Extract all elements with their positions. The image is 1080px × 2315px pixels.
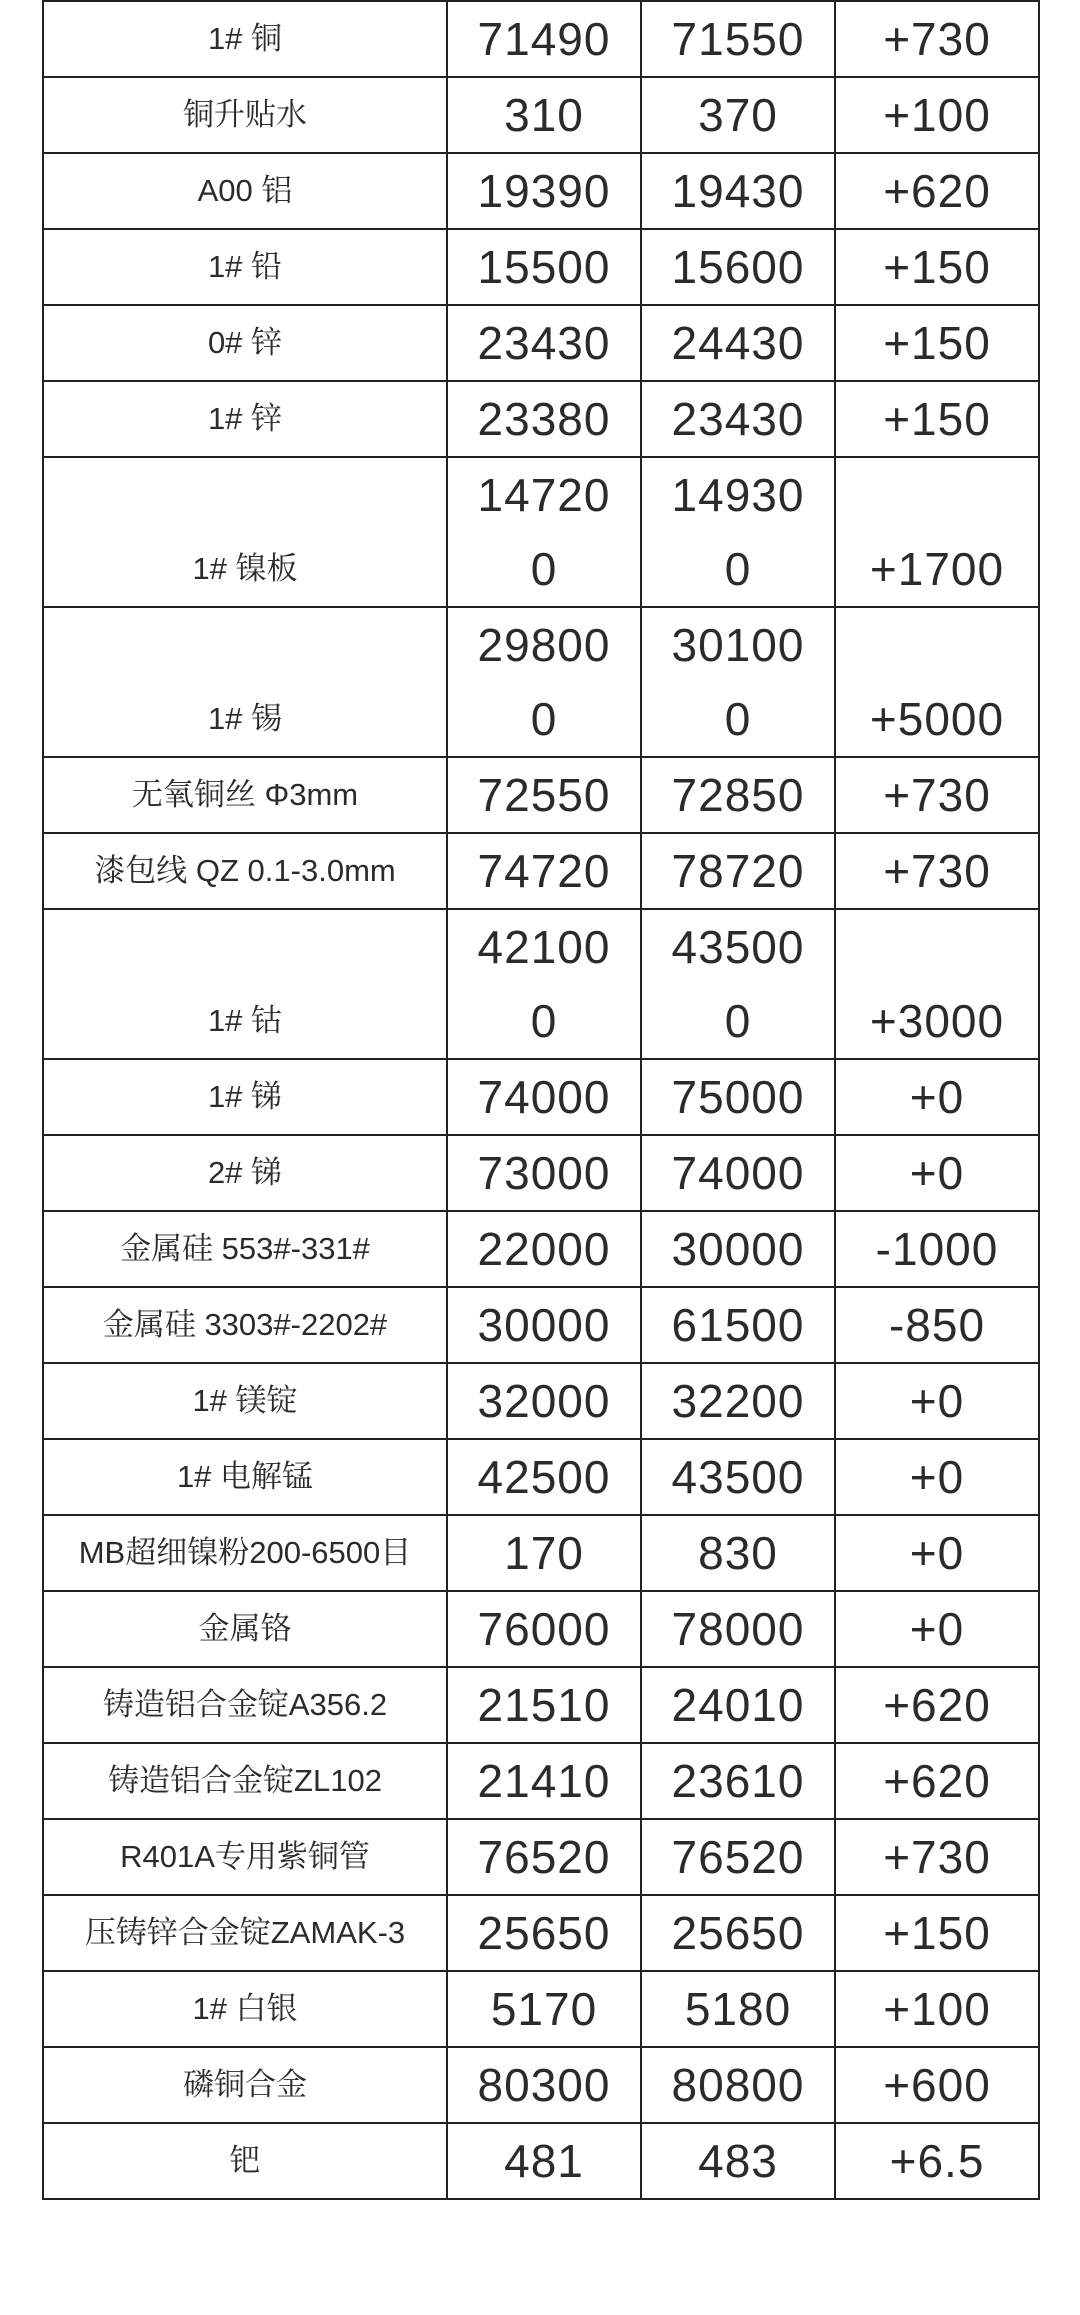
price-change-cell: -850 <box>835 1287 1039 1363</box>
table-row <box>43 833 1039 909</box>
price-change-cell: +600 <box>835 2047 1039 2123</box>
price-high-cell: 78000 <box>641 1591 835 1667</box>
price-change-cell: +3000 <box>835 909 1039 1059</box>
price-high-cell: 76520 <box>641 1819 835 1895</box>
price-high-cell: 75000 <box>641 1059 835 1135</box>
metal-name-cell: 铜升贴水 <box>43 77 447 153</box>
price-low-cell: 15500 <box>447 229 641 305</box>
price-low-cell: 42500 <box>447 1439 641 1515</box>
table-row <box>43 1971 1039 2047</box>
price-low-value: 421000 <box>477 921 611 1047</box>
price-low-cell: 71490 <box>447 1 641 77</box>
price-high-cell: 32200 <box>641 1363 835 1439</box>
price-high-cell <box>641 457 835 607</box>
price-low-cell <box>447 607 641 757</box>
price-high-cell: 23430 <box>641 381 835 457</box>
price-change-cell: +1700 <box>835 457 1039 607</box>
price-change-cell: +730 <box>835 1 1039 77</box>
metal-name-cell: A00 铝 <box>43 153 447 229</box>
metal-name-cell: 压铸锌合金锭ZAMAK-3 <box>43 1895 447 1971</box>
price-low-cell: 21510 <box>447 1667 641 1743</box>
table-row <box>43 77 1039 153</box>
metal-name-cell: 铸造铝合金锭ZL102 <box>43 1743 447 1819</box>
metal-name-cell: 1# 锑 <box>43 1059 447 1135</box>
price-low-cell: 74000 <box>447 1059 641 1135</box>
metal-name-cell: 1# 电解锰 <box>43 1439 447 1515</box>
metal-name-cell: 1# 钴 <box>43 909 447 1059</box>
price-change-cell: +0 <box>835 1439 1039 1515</box>
table-row <box>43 1515 1039 1591</box>
table-row <box>43 757 1039 833</box>
price-low-value: 298000 <box>477 619 611 745</box>
price-change-cell: +150 <box>835 1895 1039 1971</box>
table-row <box>43 1363 1039 1439</box>
price-high-cell <box>641 909 835 1059</box>
table-row <box>43 1059 1039 1135</box>
price-low-cell: 19390 <box>447 153 641 229</box>
price-low-cell: 23380 <box>447 381 641 457</box>
price-high-cell: 483 <box>641 2123 835 2199</box>
price-change-cell: +620 <box>835 1667 1039 1743</box>
price-change-cell: +730 <box>835 1819 1039 1895</box>
price-change-cell: +5000 <box>835 607 1039 757</box>
metal-name-cell: 铸造铝合金锭A356.2 <box>43 1667 447 1743</box>
table-row <box>43 1591 1039 1667</box>
price-change-cell: +620 <box>835 153 1039 229</box>
metal-price-table <box>42 0 1040 2200</box>
table-row <box>43 1135 1039 1211</box>
price-high-cell: 78720 <box>641 833 835 909</box>
price-high-cell: 370 <box>641 77 835 153</box>
price-change-cell: -1000 <box>835 1211 1039 1287</box>
table-row <box>43 1439 1039 1515</box>
price-change-cell: +0 <box>835 1363 1039 1439</box>
price-change-cell: +730 <box>835 757 1039 833</box>
price-high-cell: 24430 <box>641 305 835 381</box>
metal-name-cell: 漆包线 QZ 0.1-3.0mm <box>43 833 447 909</box>
price-high-cell: 43500 <box>641 1439 835 1515</box>
price-high-value: 301000 <box>671 619 805 745</box>
price-high-cell: 74000 <box>641 1135 835 1211</box>
price-change-cell: +6.5 <box>835 2123 1039 2199</box>
price-high-cell <box>641 607 835 757</box>
price-high-cell: 80800 <box>641 2047 835 2123</box>
metal-name-cell: MB超细镍粉200-6500目 <box>43 1515 447 1591</box>
table-row <box>43 305 1039 381</box>
metal-name-cell: 0# 锌 <box>43 305 447 381</box>
price-low-cell: 21410 <box>447 1743 641 1819</box>
price-low-cell <box>447 909 641 1059</box>
metal-name-cell: 1# 白银 <box>43 1971 447 2047</box>
price-low-cell: 80300 <box>447 2047 641 2123</box>
price-low-cell: 74720 <box>447 833 641 909</box>
price-change-cell: +730 <box>835 833 1039 909</box>
table-row <box>43 1895 1039 1971</box>
table-row <box>43 457 1039 607</box>
metal-name-cell: 1# 锌 <box>43 381 447 457</box>
metal-name-cell: 钯 <box>43 2123 447 2199</box>
table-row <box>43 1743 1039 1819</box>
price-change-cell: +100 <box>835 77 1039 153</box>
price-change-cell: +620 <box>835 1743 1039 1819</box>
price-change-cell: +150 <box>835 229 1039 305</box>
price-change-cell: +0 <box>835 1135 1039 1211</box>
table-body <box>43 1 1039 2199</box>
table-row <box>43 153 1039 229</box>
metal-name-cell: 金属硅 3303#-2202# <box>43 1287 447 1363</box>
price-high-cell: 19430 <box>641 153 835 229</box>
table-row <box>43 909 1039 1059</box>
table-row <box>43 2123 1039 2199</box>
table-row <box>43 2047 1039 2123</box>
metal-name-cell: 1# 铅 <box>43 229 447 305</box>
metal-name-cell: 磷铜合金 <box>43 2047 447 2123</box>
price-low-cell: 22000 <box>447 1211 641 1287</box>
table-row <box>43 1287 1039 1363</box>
price-low-cell: 25650 <box>447 1895 641 1971</box>
table-row <box>43 381 1039 457</box>
price-high-cell: 23610 <box>641 1743 835 1819</box>
price-high-cell: 71550 <box>641 1 835 77</box>
price-change-cell: +0 <box>835 1515 1039 1591</box>
price-change-cell: +150 <box>835 381 1039 457</box>
metal-name-cell: 金属硅 553#-331# <box>43 1211 447 1287</box>
price-high-cell: 72850 <box>641 757 835 833</box>
price-low-cell: 481 <box>447 2123 641 2199</box>
price-low-value: 147200 <box>477 469 611 595</box>
price-change-cell: +100 <box>835 1971 1039 2047</box>
price-change-cell: +0 <box>835 1591 1039 1667</box>
table-row <box>43 1819 1039 1895</box>
metal-name-cell: R401A专用紫铜管 <box>43 1819 447 1895</box>
price-high-cell: 30000 <box>641 1211 835 1287</box>
price-low-cell: 170 <box>447 1515 641 1591</box>
price-high-cell: 830 <box>641 1515 835 1591</box>
metal-name-cell: 1# 镍板 <box>43 457 447 607</box>
metal-name-cell: 1# 铜 <box>43 1 447 77</box>
price-low-cell: 72550 <box>447 757 641 833</box>
metal-name-cell: 2# 锑 <box>43 1135 447 1211</box>
table-row <box>43 229 1039 305</box>
price-change-cell: +150 <box>835 305 1039 381</box>
price-low-cell: 30000 <box>447 1287 641 1363</box>
metal-name-cell: 金属铬 <box>43 1591 447 1667</box>
price-low-cell: 76000 <box>447 1591 641 1667</box>
price-high-cell: 61500 <box>641 1287 835 1363</box>
table-row <box>43 1667 1039 1743</box>
price-low-cell: 76520 <box>447 1819 641 1895</box>
price-low-cell: 310 <box>447 77 641 153</box>
price-high-cell: 24010 <box>641 1667 835 1743</box>
metal-name-cell: 无氧铜丝 Φ3mm <box>43 757 447 833</box>
price-high-value: 149300 <box>671 469 805 595</box>
table-row <box>43 607 1039 757</box>
price-low-cell: 32000 <box>447 1363 641 1439</box>
table-row <box>43 1 1039 77</box>
price-high-cell: 15600 <box>641 229 835 305</box>
metal-name-cell: 1# 锡 <box>43 607 447 757</box>
price-high-cell: 5180 <box>641 1971 835 2047</box>
price-low-cell: 5170 <box>447 1971 641 2047</box>
price-low-cell <box>447 457 641 607</box>
price-low-cell: 23430 <box>447 305 641 381</box>
table-row <box>43 1211 1039 1287</box>
price-change-cell: +0 <box>835 1059 1039 1135</box>
metal-name-cell: 1# 镁锭 <box>43 1363 447 1439</box>
price-high-cell: 25650 <box>641 1895 835 1971</box>
price-high-value: 435000 <box>671 921 805 1047</box>
price-low-cell: 73000 <box>447 1135 641 1211</box>
